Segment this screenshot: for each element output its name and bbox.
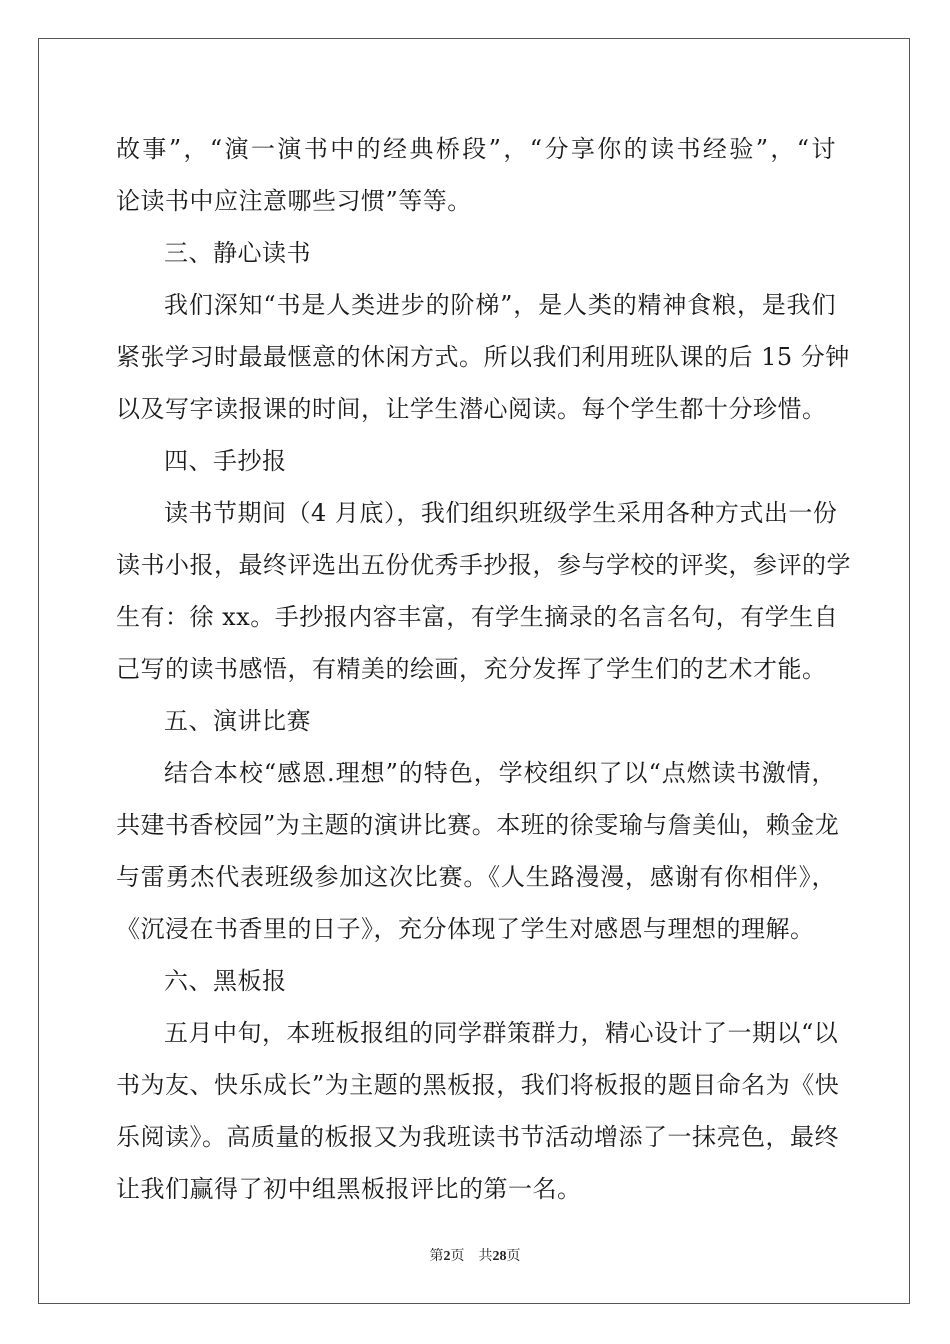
text-line: 我们深知“书是人类进步的阶梯”，是人类的精神食粮，是我们 (164, 291, 836, 319)
text-line: 结合本校“感恩.理想”的特色，学校组织了以“点燃读书激情， (164, 759, 836, 787)
text-line: 与雷勇杰代表班级参加这次比赛。《人生路漫漫，感谢有你相伴》， (116, 863, 836, 891)
total-suffix: 页 (506, 1249, 521, 1264)
text-line: 让我们赢得了初中组黑板报评比的第一名。 (116, 1175, 582, 1203)
text-line: 共建书香校园”为主题的演讲比赛。本班的徐雯瑜与詹美仙，赖金龙 (116, 811, 840, 839)
text-line: 读书小报，最终评选出五份优秀手抄报，参与学校的评奖，参评的学 (116, 551, 851, 579)
text-line: 五月中旬，本班板报组的同学群策群力，精心设计了一期以“以 (164, 1019, 839, 1047)
section-heading: 五、演讲比赛 (164, 707, 311, 735)
section-heading: 六、黑板报 (164, 967, 287, 995)
section-heading: 三、静心读书 (164, 239, 311, 267)
total-prefix: 共 (478, 1249, 493, 1264)
page-footer (0, 1248, 950, 1266)
text-line: 己写的读书感悟，有精美的绘画，充分发挥了学生们的艺术才能。 (116, 655, 827, 683)
page-number: 2 (443, 1249, 451, 1264)
text-line: 读书节期间（4 月底），我们组织班级学生采用各种方式出一份 (164, 499, 838, 527)
text-line: 论读书中应注意哪些习惯”等等。 (116, 187, 472, 215)
text-line: 生有：徐 xx。手抄报内容丰富，有学生摘录的名言名句，有学生自 (116, 603, 839, 631)
text-line: 紧张学习时最最惬意的休闲方式。所以我们利用班队课的后 15 分钟 (116, 343, 850, 371)
text-line: 乐阅读》。高质量的板报又为我班读书节活动增添了一抹亮色，最终 (116, 1123, 839, 1151)
text-line: 故事”，“演一演书中的经典桥段”，“分享你的读书经验”，“讨 (116, 135, 836, 163)
total-pages: 28 (492, 1249, 507, 1264)
text-line: 书为友、快乐成长”为主题的黑板报，我们将板报的题目命名为《快 (116, 1071, 840, 1099)
text-line: 《沉浸在书香里的日子》，充分体现了学生对感恩与理想的理解。 (116, 915, 815, 943)
section-heading: 四、手抄报 (164, 447, 287, 475)
text-line: 以及写字读报课的时间，让学生潜心阅读。每个学生都十分珍惜。 (116, 395, 827, 423)
page-suffix: 页 (450, 1249, 465, 1264)
page-prefix: 第 (429, 1249, 444, 1264)
